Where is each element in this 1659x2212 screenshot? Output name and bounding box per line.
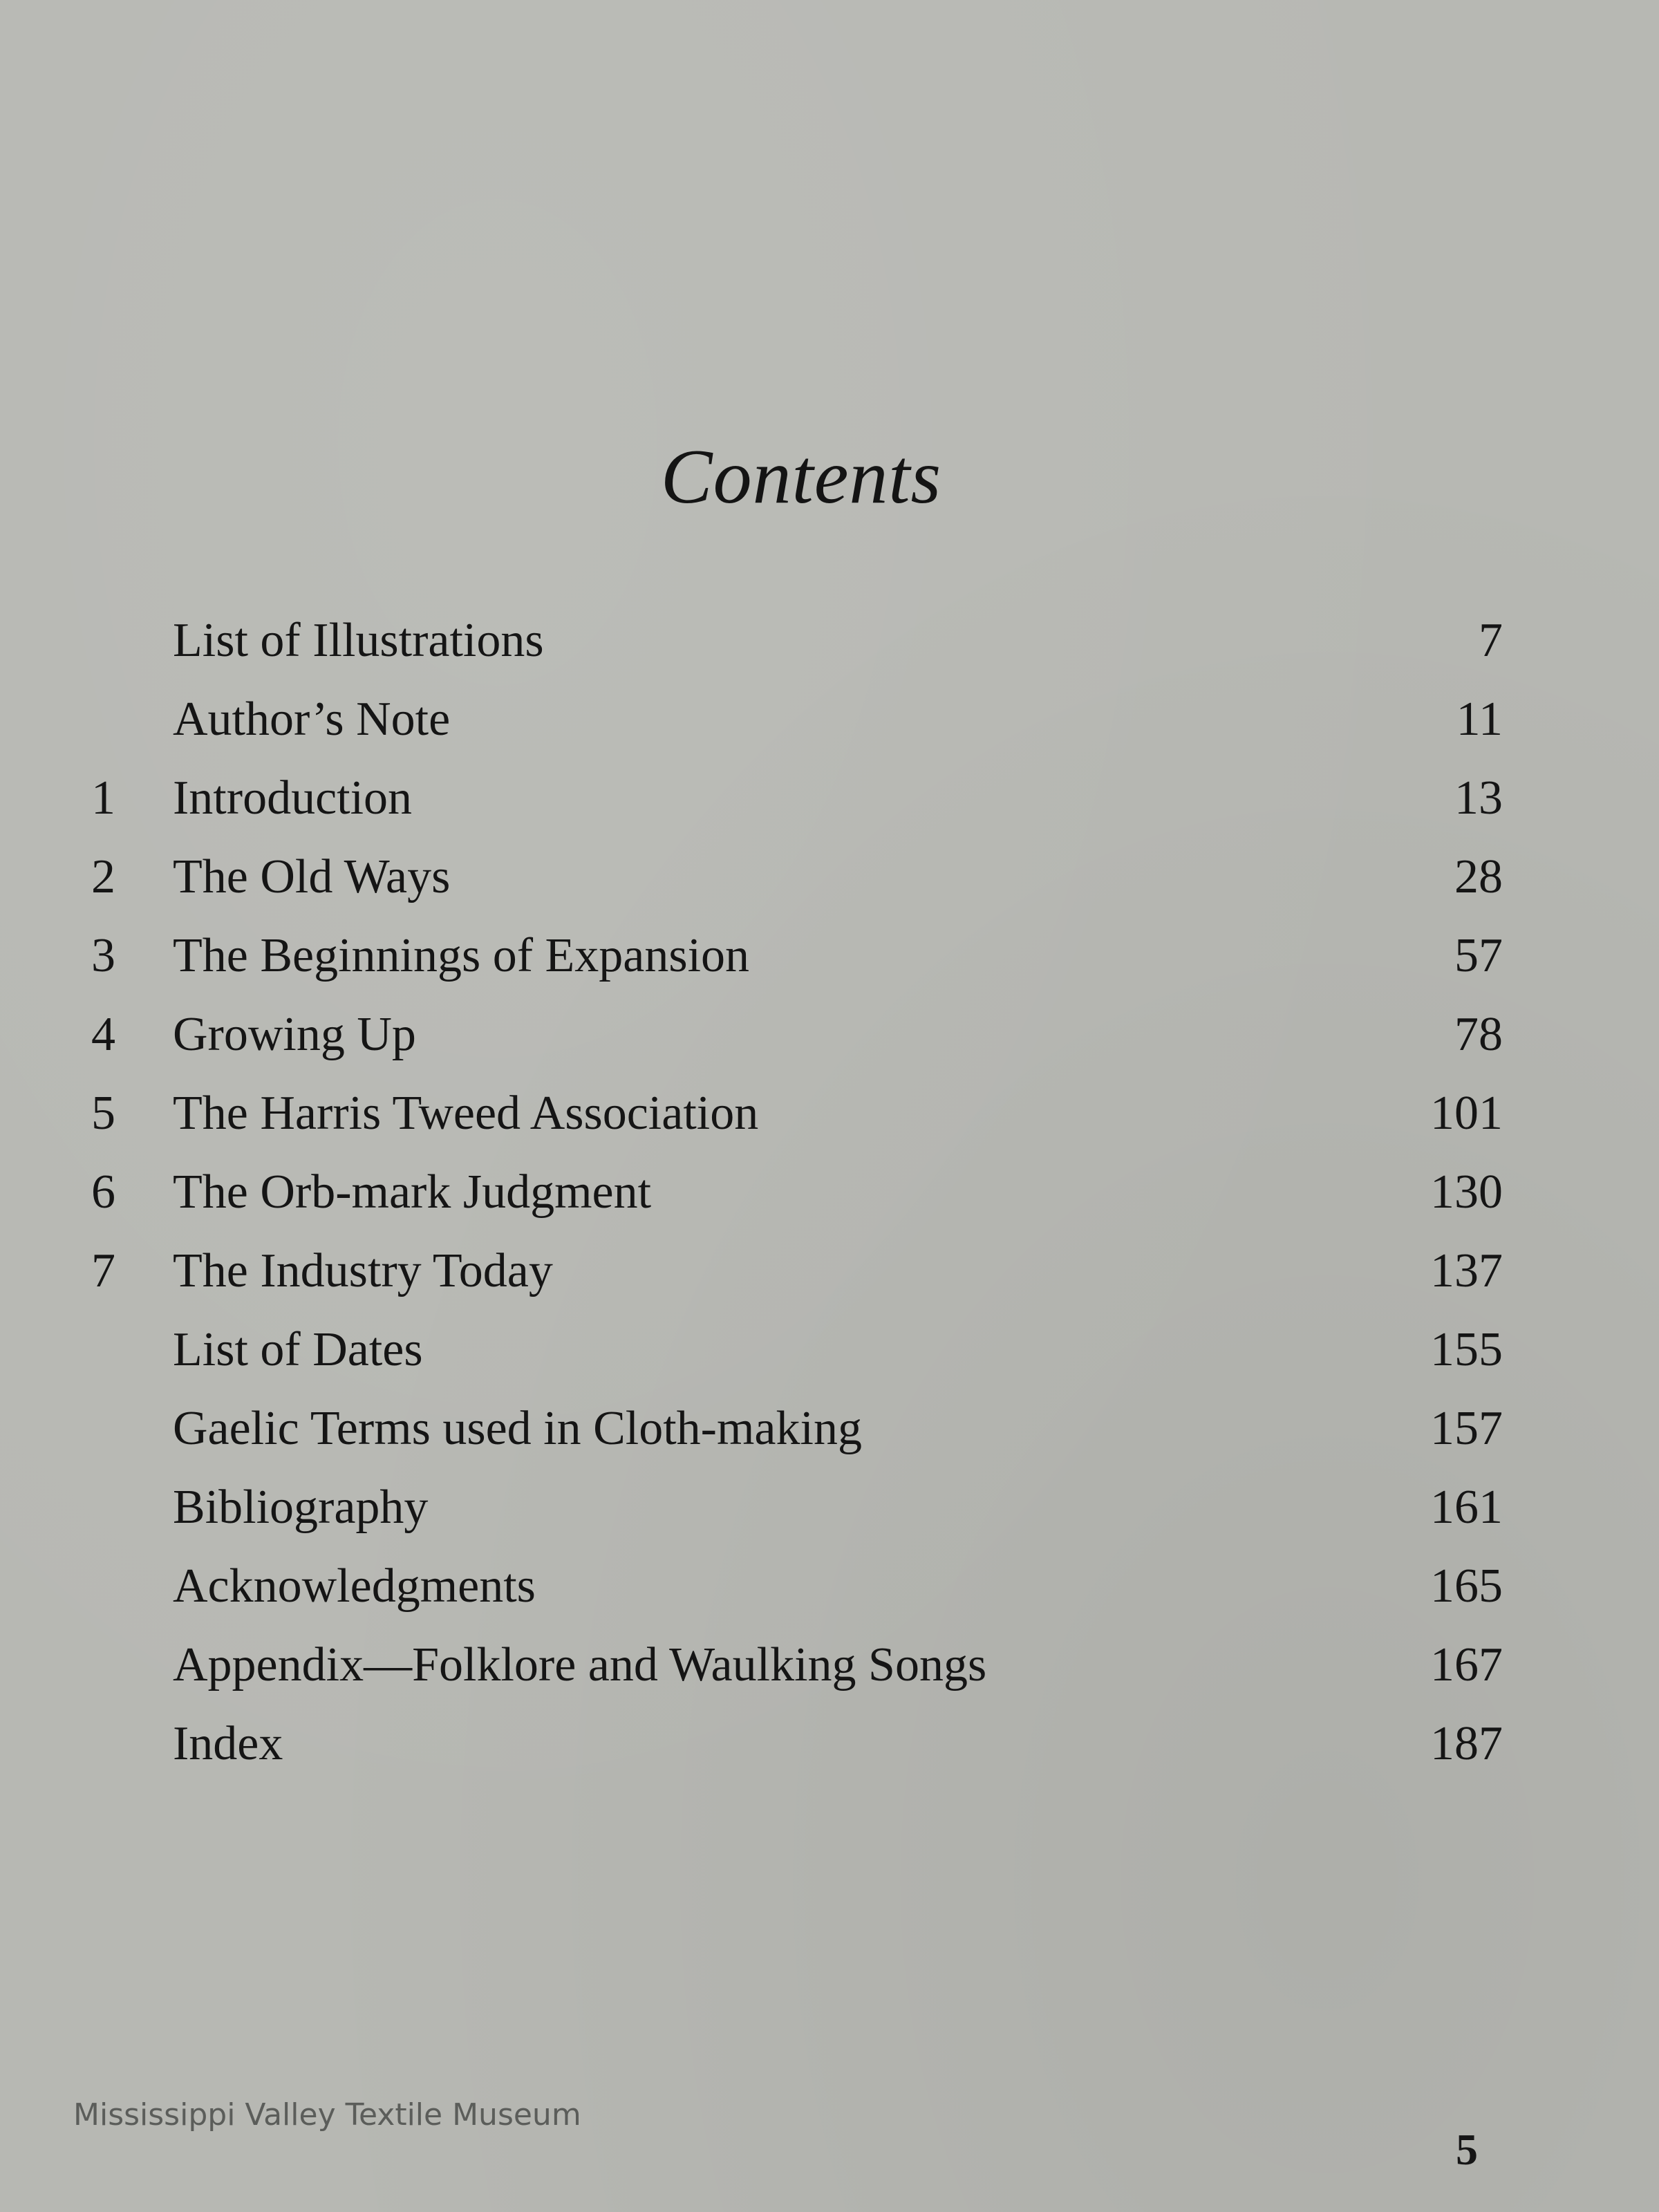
toc-entry-title: Introduction bbox=[173, 771, 413, 825]
toc-entry-title: List of Illustrations bbox=[173, 614, 544, 667]
toc-chapter-number: 3 bbox=[91, 929, 115, 982]
table-of-contents bbox=[0, 601, 1659, 1783]
toc-entry-title: Appendix—Folklore and Waulking Songs bbox=[173, 1638, 987, 1691]
toc-page-number: 161 bbox=[1430, 1481, 1503, 1534]
toc-page-number: 78 bbox=[1454, 1008, 1503, 1061]
toc-entry bbox=[0, 838, 1659, 917]
toc-entry bbox=[0, 1705, 1659, 1783]
toc-page-number: 28 bbox=[1454, 850, 1503, 903]
toc-page-number: 137 bbox=[1430, 1244, 1503, 1297]
toc-entry-title: Acknowledgments bbox=[173, 1559, 536, 1613]
toc-entry bbox=[0, 917, 1659, 995]
toc-entry bbox=[0, 1074, 1659, 1153]
toc-entry-title: The Harris Tweed Association bbox=[173, 1087, 759, 1140]
page-number: 5 bbox=[1456, 2125, 1478, 2174]
toc-page-number: 7 bbox=[1479, 614, 1503, 667]
toc-entry bbox=[0, 1232, 1659, 1311]
toc-page-number: 187 bbox=[1430, 1717, 1503, 1770]
toc-entry bbox=[0, 1389, 1659, 1468]
toc-entry-title: List of Dates bbox=[173, 1323, 423, 1376]
toc-entry-title: The Beginnings of Expansion bbox=[173, 929, 750, 982]
toc-page-number: 130 bbox=[1430, 1165, 1503, 1219]
toc-entry-title: The Old Ways bbox=[173, 850, 451, 903]
contents-title: Contents bbox=[660, 434, 942, 520]
toc-entry-title: Growing Up bbox=[173, 1008, 416, 1061]
toc-page-number: 101 bbox=[1430, 1087, 1503, 1140]
toc-page-number: 167 bbox=[1430, 1638, 1503, 1691]
toc-entry bbox=[0, 995, 1659, 1074]
toc-entry bbox=[0, 1547, 1659, 1626]
toc-page-number: 165 bbox=[1430, 1559, 1503, 1613]
toc-entry-title: Index bbox=[173, 1717, 283, 1770]
toc-page-number: 57 bbox=[1454, 929, 1503, 982]
toc-entry bbox=[0, 1626, 1659, 1705]
toc-chapter-number: 7 bbox=[91, 1244, 115, 1297]
toc-chapter-number: 2 bbox=[91, 850, 115, 903]
toc-entry-title: Bibliography bbox=[173, 1481, 429, 1534]
toc-entry-title: Gaelic Terms used in Cloth-making bbox=[173, 1402, 862, 1455]
toc-entry-title: The Industry Today bbox=[173, 1244, 553, 1297]
toc-page-number: 11 bbox=[1456, 693, 1503, 746]
toc-entry-title: Author’s Note bbox=[173, 693, 451, 746]
toc-entry bbox=[0, 1153, 1659, 1232]
toc-entry bbox=[0, 1468, 1659, 1547]
toc-chapter-number: 4 bbox=[91, 1008, 115, 1061]
toc-page-number: 155 bbox=[1430, 1323, 1503, 1376]
toc-entry-title: The Orb-mark Judgment bbox=[173, 1165, 652, 1219]
toc-entry bbox=[0, 601, 1659, 680]
toc-entry bbox=[0, 1311, 1659, 1389]
toc-entry bbox=[0, 759, 1659, 838]
toc-chapter-number: 1 bbox=[91, 771, 115, 825]
watermark-text: Mississippi Valley Textile Museum bbox=[73, 2097, 581, 2133]
toc-entry bbox=[0, 680, 1659, 759]
toc-chapter-number: 5 bbox=[91, 1087, 115, 1140]
toc-chapter-number: 6 bbox=[91, 1165, 115, 1219]
toc-page-number: 157 bbox=[1430, 1402, 1503, 1455]
toc-page-number: 13 bbox=[1454, 771, 1503, 825]
